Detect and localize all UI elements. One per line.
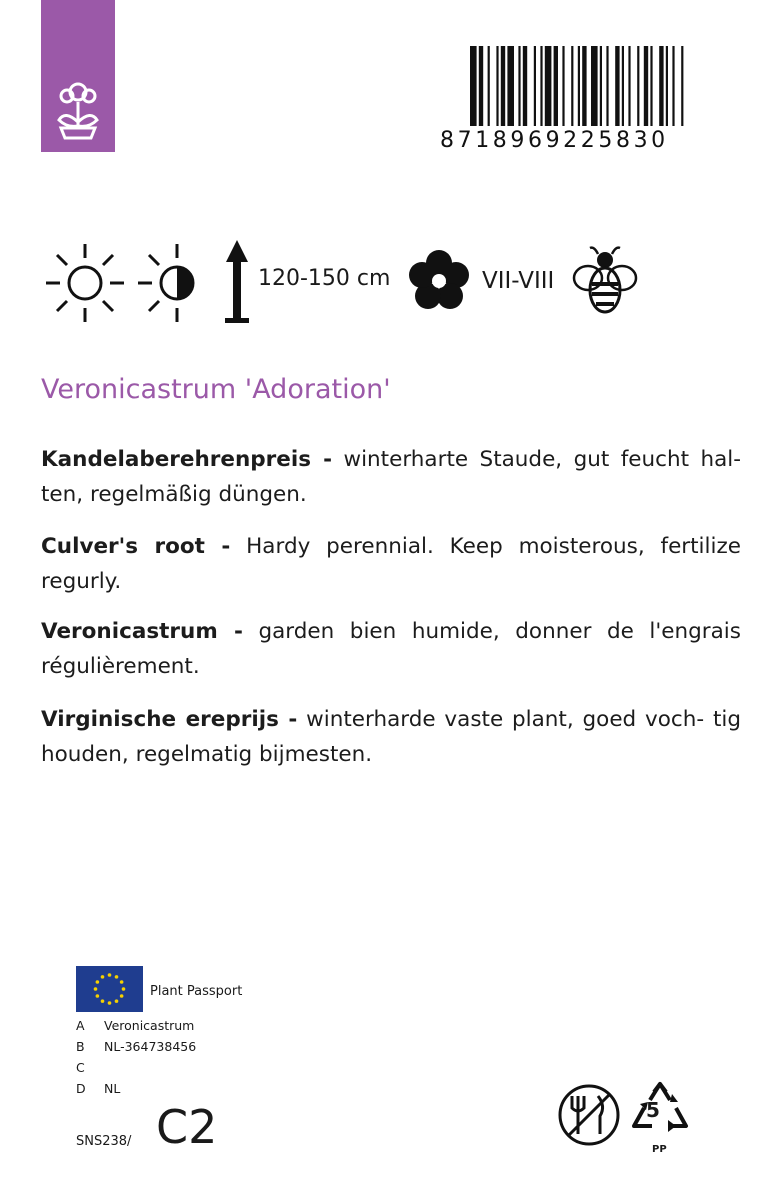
care-text-en: Hardy perennial. Keep moisterous, fertilize regurly.: [41, 534, 741, 594]
recycle-number: 5: [646, 1098, 660, 1122]
sns-code: SNS238/: [76, 1134, 132, 1149]
description-de: [41, 442, 741, 512]
height-label: 120-150 cm: [258, 266, 391, 291]
description-fr: [41, 614, 741, 684]
passport-row-c: C: [76, 1060, 85, 1075]
description-en: [41, 529, 741, 599]
packaging-icons: [556, 1080, 696, 1160]
barcode: [440, 44, 730, 154]
common-name-fr: Veronicastrum -: [41, 619, 243, 644]
plant-passport: [76, 966, 336, 1166]
passport-row-a: A Veronicastrum: [76, 1018, 195, 1033]
plant-passport-label: Plant Passport: [150, 984, 243, 999]
care-text-fr: garden bien humide, donner de l'engrais régulièrement.: [41, 619, 741, 679]
category-tab: [41, 0, 115, 152]
barcode-digits: 8718969225830: [440, 128, 669, 153]
common-name-en: Culver's root -: [41, 534, 231, 559]
recycle-icon: [628, 1080, 692, 1144]
description-nl: [41, 702, 741, 772]
care-text-nl: winterharde vaste plant, goed voch- tig houden, regelmatig bijmesten.: [41, 707, 741, 767]
care-symbols: [40, 238, 660, 330]
not-for-consumption-icon: [556, 1082, 622, 1148]
eu-flag-icon: [76, 966, 143, 1012]
common-name-nl: Virginische ereprijs -: [41, 707, 298, 732]
recycle-label: PP: [652, 1144, 667, 1155]
full-sun-icon: [40, 238, 130, 328]
care-text-de: winterharte Staude, gut feucht hal- ten, regelmäßig düngen.: [41, 447, 741, 507]
passport-row-d: D NL: [76, 1081, 121, 1096]
partial-shade-icon: [132, 238, 222, 328]
height-arrow-icon: [222, 238, 252, 328]
class-code: C2: [156, 1100, 218, 1154]
passport-row-b: B NL-364738456: [76, 1039, 197, 1054]
product-title: Veronicastrum 'Adoration': [41, 374, 391, 405]
flower-icon: [406, 248, 472, 314]
flower-pot-icon: [55, 80, 101, 140]
flowering-months: VII-VIII: [482, 268, 555, 294]
bee-icon: [570, 244, 640, 320]
common-name-de: Kandelaberehrenpreis -: [41, 447, 333, 472]
